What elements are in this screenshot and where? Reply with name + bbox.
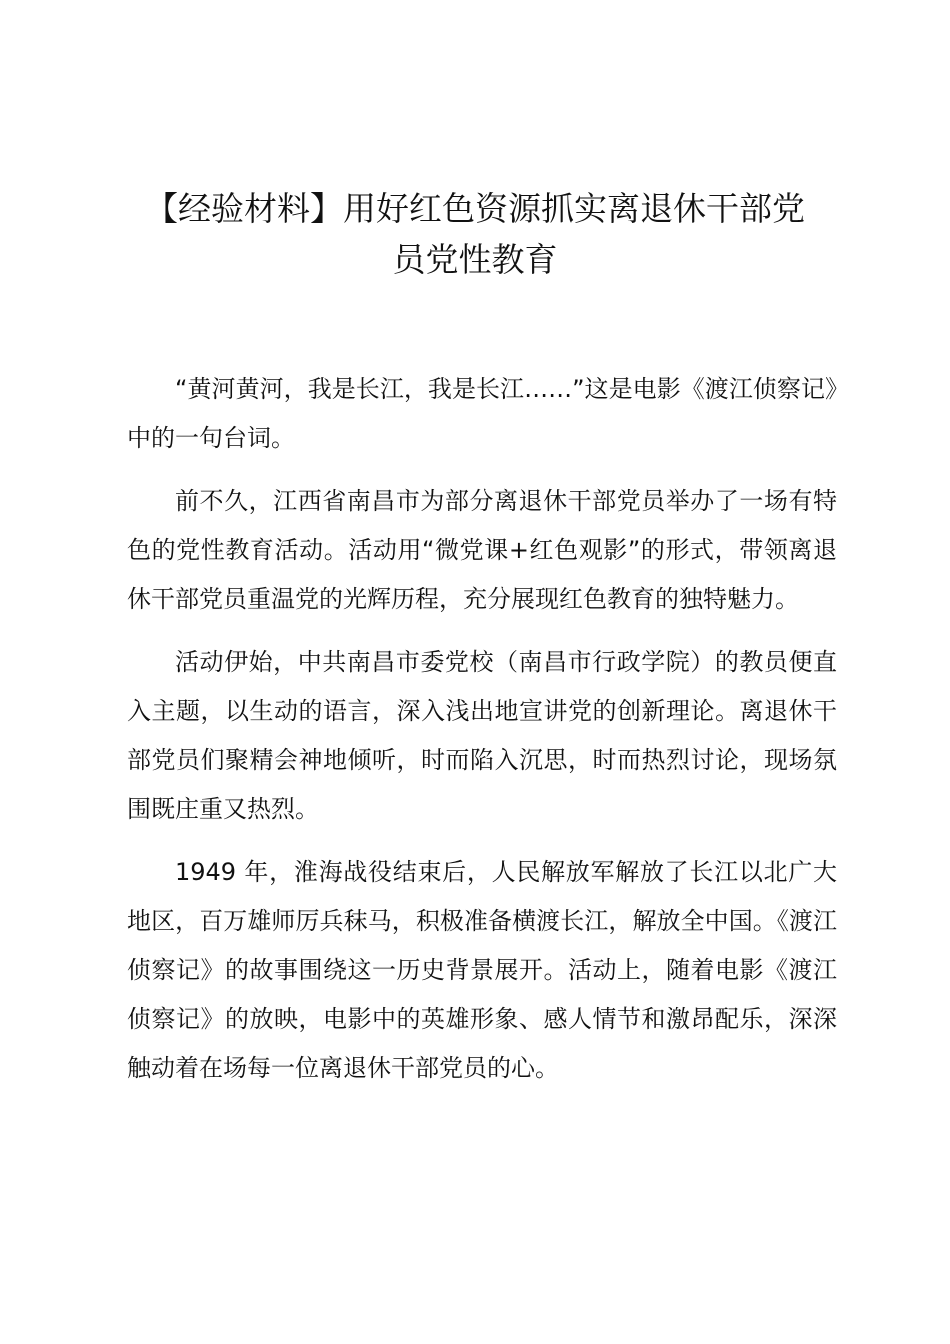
title-line-2: 员党性教育 <box>392 240 558 279</box>
document-title <box>90 183 860 285</box>
paragraph-4: 1949 年，淮海战役结束后，人民解放军解放了长江以北广大地区，百万雄师厉兵秣马，积极准备横渡长江，解放全中国。《渡江侦察记》的故事围绕这一历史背景展开。活动上，随着电影《渡江侦察记》的放映，电影中的英雄形象、感人情节和激昂配乐，深深触动着在场每一位离退休干部党员的心。 <box>127 858 837 1082</box>
paragraph-2: 前不久，江西省南昌市为部分离退休干部党员举办了一场有特色的党性教育活动。活动用“微党课+红色观影”的形式，带领离退休干部党员重温党的光辉历程，充分展现红色教育的独特魅力。 <box>127 487 837 613</box>
paragraph-1: “黄河黄河，我是长江，我是长江……”这是电影《渡江侦察记》中的一句台词。 <box>127 375 837 452</box>
title-line-1: 【经验材料】用好红色资源抓实离退休干部党 <box>145 189 805 228</box>
paragraph-3: 活动伊始，中共南昌市委党校（南昌市行政学院）的教员便直入主题，以生动的语言，深入浅出地宣讲党的创新理论。离退休干部党员们聚精会神地倾听，时而陷入沉思，时而热烈讨论，现场氛围既庄重又热烈。 <box>127 648 837 823</box>
document-body <box>127 365 837 1107</box>
